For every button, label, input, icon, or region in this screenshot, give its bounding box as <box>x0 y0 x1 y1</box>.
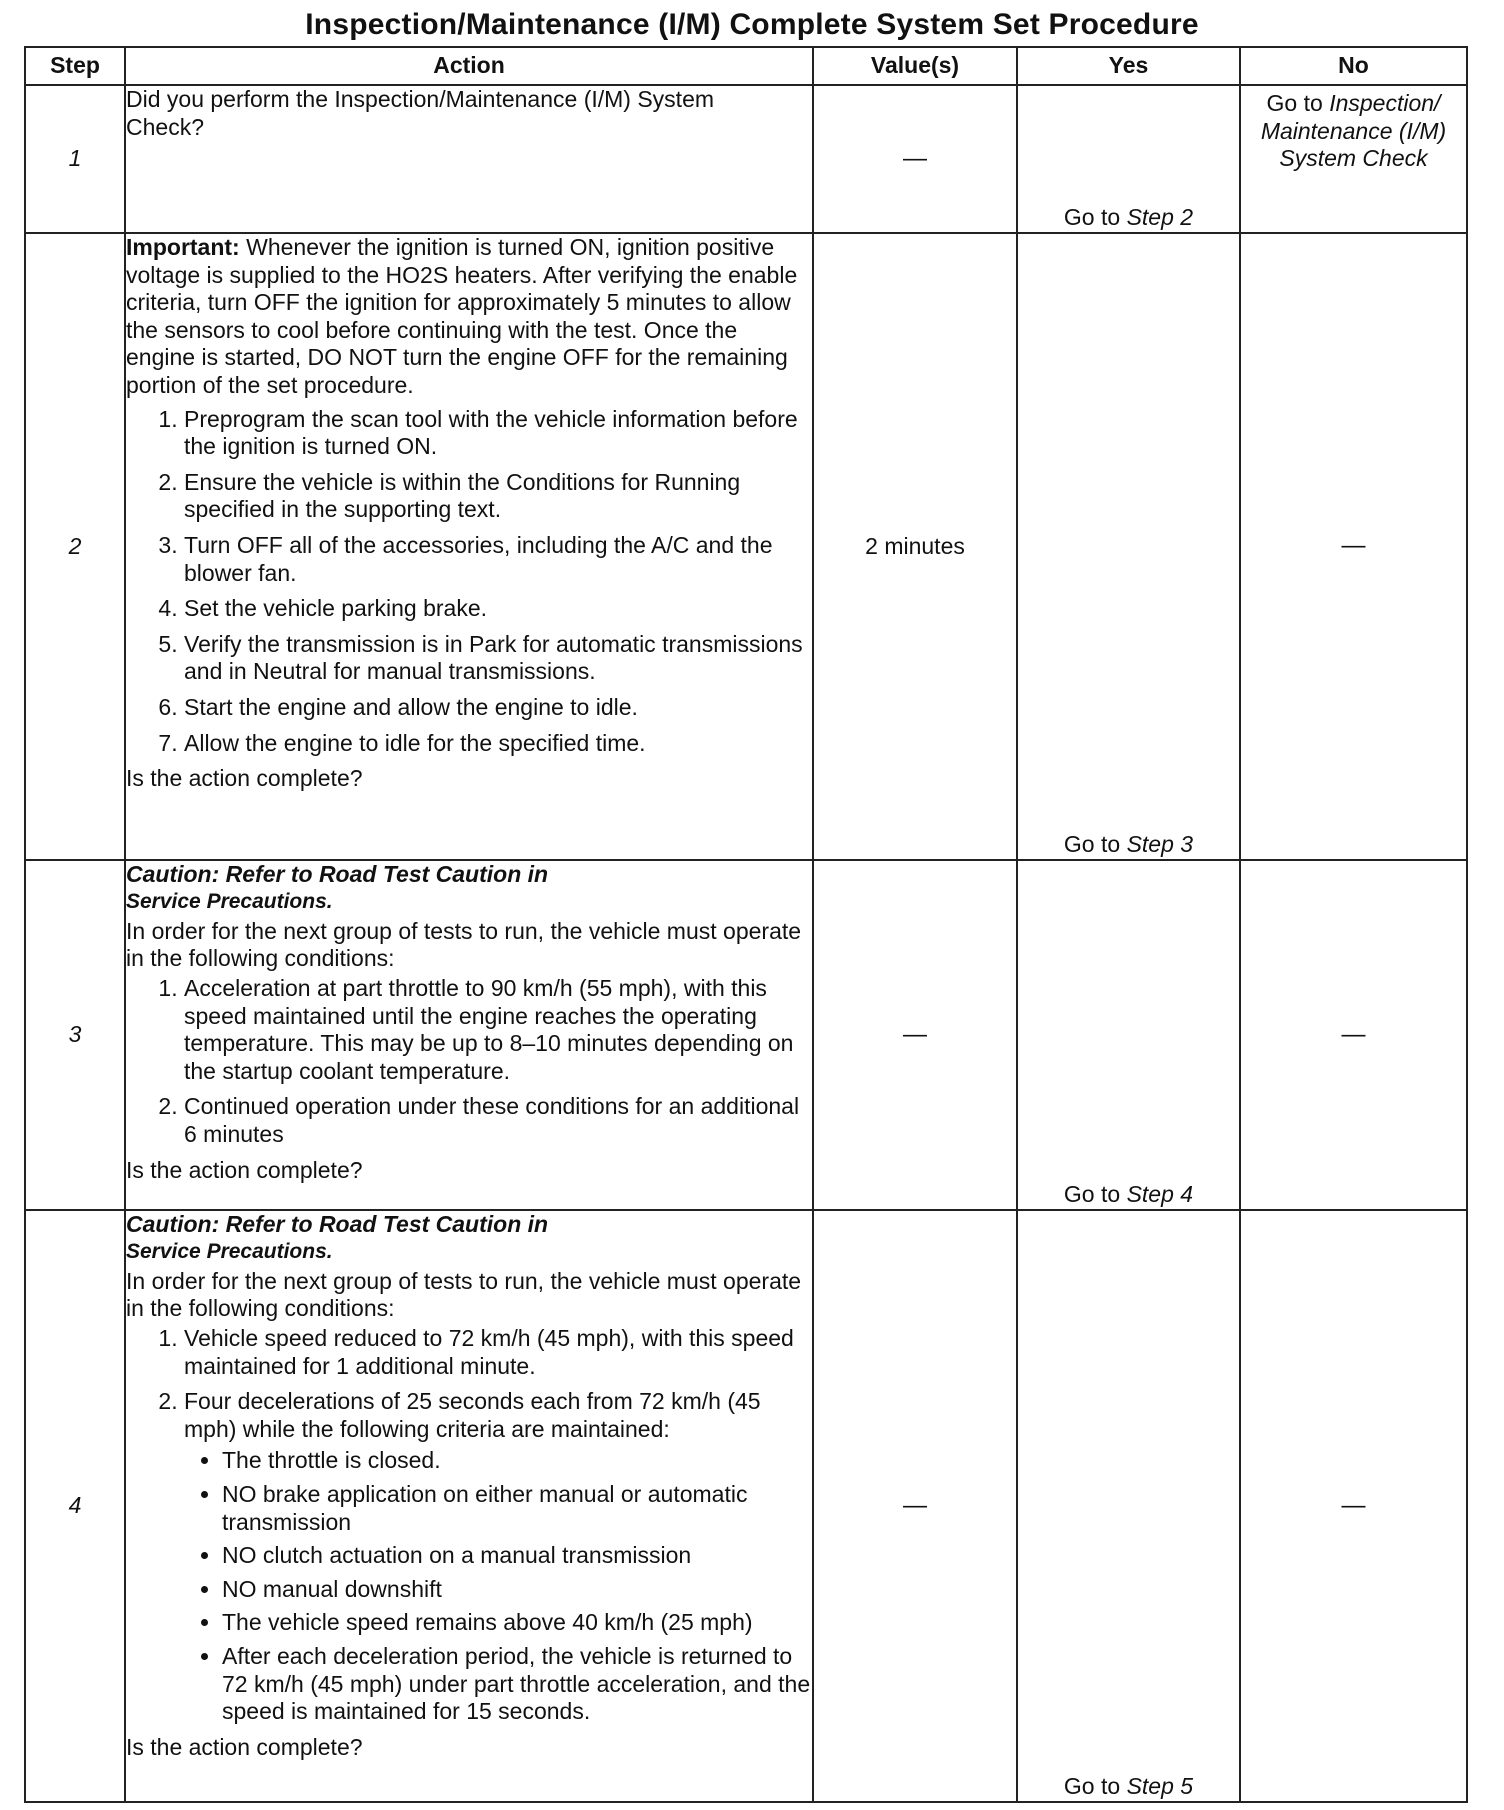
list-item: 3. Turn OFF all of the accessories, including the A/C and the blower fan. <box>184 532 812 587</box>
criteria-bullet-list <box>184 1447 812 1725</box>
list-item: 1. Acceleration at part throttle to 90 km/h (55 mph), with this speed maintained until the engine reaches the operating temperature. This may be up to 8–10 minutes depending on the startup coolant temperature. <box>184 975 812 1085</box>
yes-prefix: Go to <box>1063 831 1127 858</box>
action-cell <box>125 85 813 233</box>
no-cell <box>1240 860 1467 1210</box>
important-label: Important: <box>126 234 240 260</box>
value-cell <box>813 233 1017 860</box>
list-item: 2. Ensure the vehicle is within the Conditions for Running specified in the supporting text. <box>184 469 812 524</box>
list-item: 4. Set the vehicle parking brake. <box>184 595 812 623</box>
no-prefix: Go to <box>1266 90 1330 116</box>
header-step: Step <box>25 47 125 85</box>
no-text: — <box>1341 1020 1366 1048</box>
yes-prefix: Go to <box>1063 1773 1127 1800</box>
caution-note <box>126 861 812 914</box>
action-text: Did you perform the Inspection/Maintenance (I/M) System Check? <box>126 86 715 140</box>
header-row <box>25 47 1467 85</box>
table-row <box>25 85 1467 233</box>
action-steps-list <box>126 1325 812 1726</box>
yes-step-link[interactable]: Step 5 <box>1126 1773 1194 1800</box>
header-yes: Yes <box>1017 47 1240 85</box>
value-text: — <box>903 1491 927 1519</box>
action-steps-list <box>126 975 812 1149</box>
action-cell <box>125 233 813 860</box>
list-item-text: Four decelerations of 25 seconds each from 72 km/h (45 mph) while the following criteria are maintained: <box>184 1388 761 1442</box>
no-cell <box>1240 233 1467 860</box>
caution-note <box>126 1211 812 1264</box>
no-text: — <box>1341 532 1366 560</box>
action-intro: In order for the next group of tests to run, the vehicle must operate in the following conditions: <box>126 1267 802 1322</box>
step-number: 3 <box>25 860 125 1210</box>
list-item: 7. Allow the engine to idle for the specified time. <box>184 730 812 758</box>
important-text: Whenever the ignition is turned ON, ignition positive voltage is supplied to the HO2S heaters. After verifying the enable criteria, turn OFF the ignition for approximately 5 minutes to allow the sensors to cool before continuing with the test. Once the engine is started, DO NOT turn the engine OFF for the remaining portion of the set procedure. <box>126 234 798 398</box>
action-question: Is the action complete? <box>126 765 363 792</box>
yes-cell <box>1017 1210 1240 1802</box>
important-note <box>126 234 812 400</box>
list-item <box>184 1388 812 1726</box>
table-row <box>25 860 1467 1210</box>
value-cell <box>813 1210 1017 1802</box>
action-cell <box>125 1210 813 1802</box>
list-item: 2. Continued operation under these conditions for an additional 6 minutes <box>184 1093 812 1148</box>
header-action: Action <box>125 47 813 85</box>
bullet-item: • NO brake application on either manual or automatic transmission <box>222 1481 812 1536</box>
yes-cell <box>1017 85 1240 233</box>
value-text: 2 minutes <box>865 532 965 559</box>
value-cell <box>813 860 1017 1210</box>
yes-cell <box>1017 233 1240 860</box>
no-cell <box>1240 85 1467 233</box>
bullet-item: • After each deceleration period, the vehicle is returned to 72 km/h (45 mph) under part throttle acceleration, and the speed is maintained for 15 seconds. <box>222 1643 812 1726</box>
value-text: — <box>903 1020 927 1048</box>
page-title: Inspection/Maintenance (I/M) Complete System Set Procedure <box>305 8 1199 41</box>
yes-prefix: Go to <box>1063 1181 1127 1208</box>
value-text: — <box>903 144 927 172</box>
list-item: 1. Preprogram the scan tool with the vehicle information before the ignition is turned ON. <box>184 406 812 461</box>
caution-reference: Service Precautions. <box>126 1239 333 1263</box>
step-number: 1 <box>25 85 125 233</box>
action-steps-list <box>126 406 812 758</box>
value-cell <box>813 85 1017 233</box>
no-target-link[interactable]: Inspection/ Maintenance (I/M) System Check <box>1260 90 1447 172</box>
yes-step-link[interactable]: Step 2 <box>1126 204 1194 231</box>
list-item: 6. Start the engine and allow the engine to idle. <box>184 694 812 722</box>
action-intro: In order for the next group of tests to run, the vehicle must operate in the following conditions: <box>126 917 802 972</box>
caution-reference: Service Precautions. <box>126 889 333 913</box>
caution-line: Caution: Refer to Road Test Caution in <box>126 1211 549 1237</box>
header-values: Value(s) <box>813 47 1017 85</box>
action-question: Is the action complete? <box>126 1156 363 1183</box>
yes-prefix: Go to <box>1063 204 1127 231</box>
yes-cell <box>1017 860 1240 1210</box>
action-cell <box>125 860 813 1210</box>
yes-step-link[interactable]: Step 3 <box>1126 831 1194 858</box>
no-text: — <box>1341 1491 1366 1519</box>
list-item: 1. Vehicle speed reduced to 72 km/h (45 mph), with this speed maintained for 1 additional minute. <box>184 1325 812 1380</box>
bullet-item: • The throttle is closed. <box>222 1447 812 1475</box>
bullet-item: • The vehicle speed remains above 40 km/h (25 mph) <box>222 1609 812 1637</box>
bullet-item: • NO clutch actuation on a manual transmission <box>222 1542 812 1570</box>
yes-step-link[interactable]: Step 4 <box>1126 1181 1194 1208</box>
table-row <box>25 233 1467 860</box>
step-number: 2 <box>25 233 125 860</box>
header-no: No <box>1240 47 1467 85</box>
action-question: Is the action complete? <box>126 1733 363 1760</box>
bullet-item: • NO manual downshift <box>222 1576 812 1604</box>
procedure-table <box>24 46 1468 1803</box>
step-number: 4 <box>25 1210 125 1802</box>
no-cell <box>1240 1210 1467 1802</box>
caution-line: Caution: Refer to Road Test Caution in <box>126 861 549 887</box>
table-row <box>25 1210 1467 1802</box>
list-item: 5. Verify the transmission is in Park for automatic transmissions and in Neutral for manual transmissions. <box>184 631 812 686</box>
